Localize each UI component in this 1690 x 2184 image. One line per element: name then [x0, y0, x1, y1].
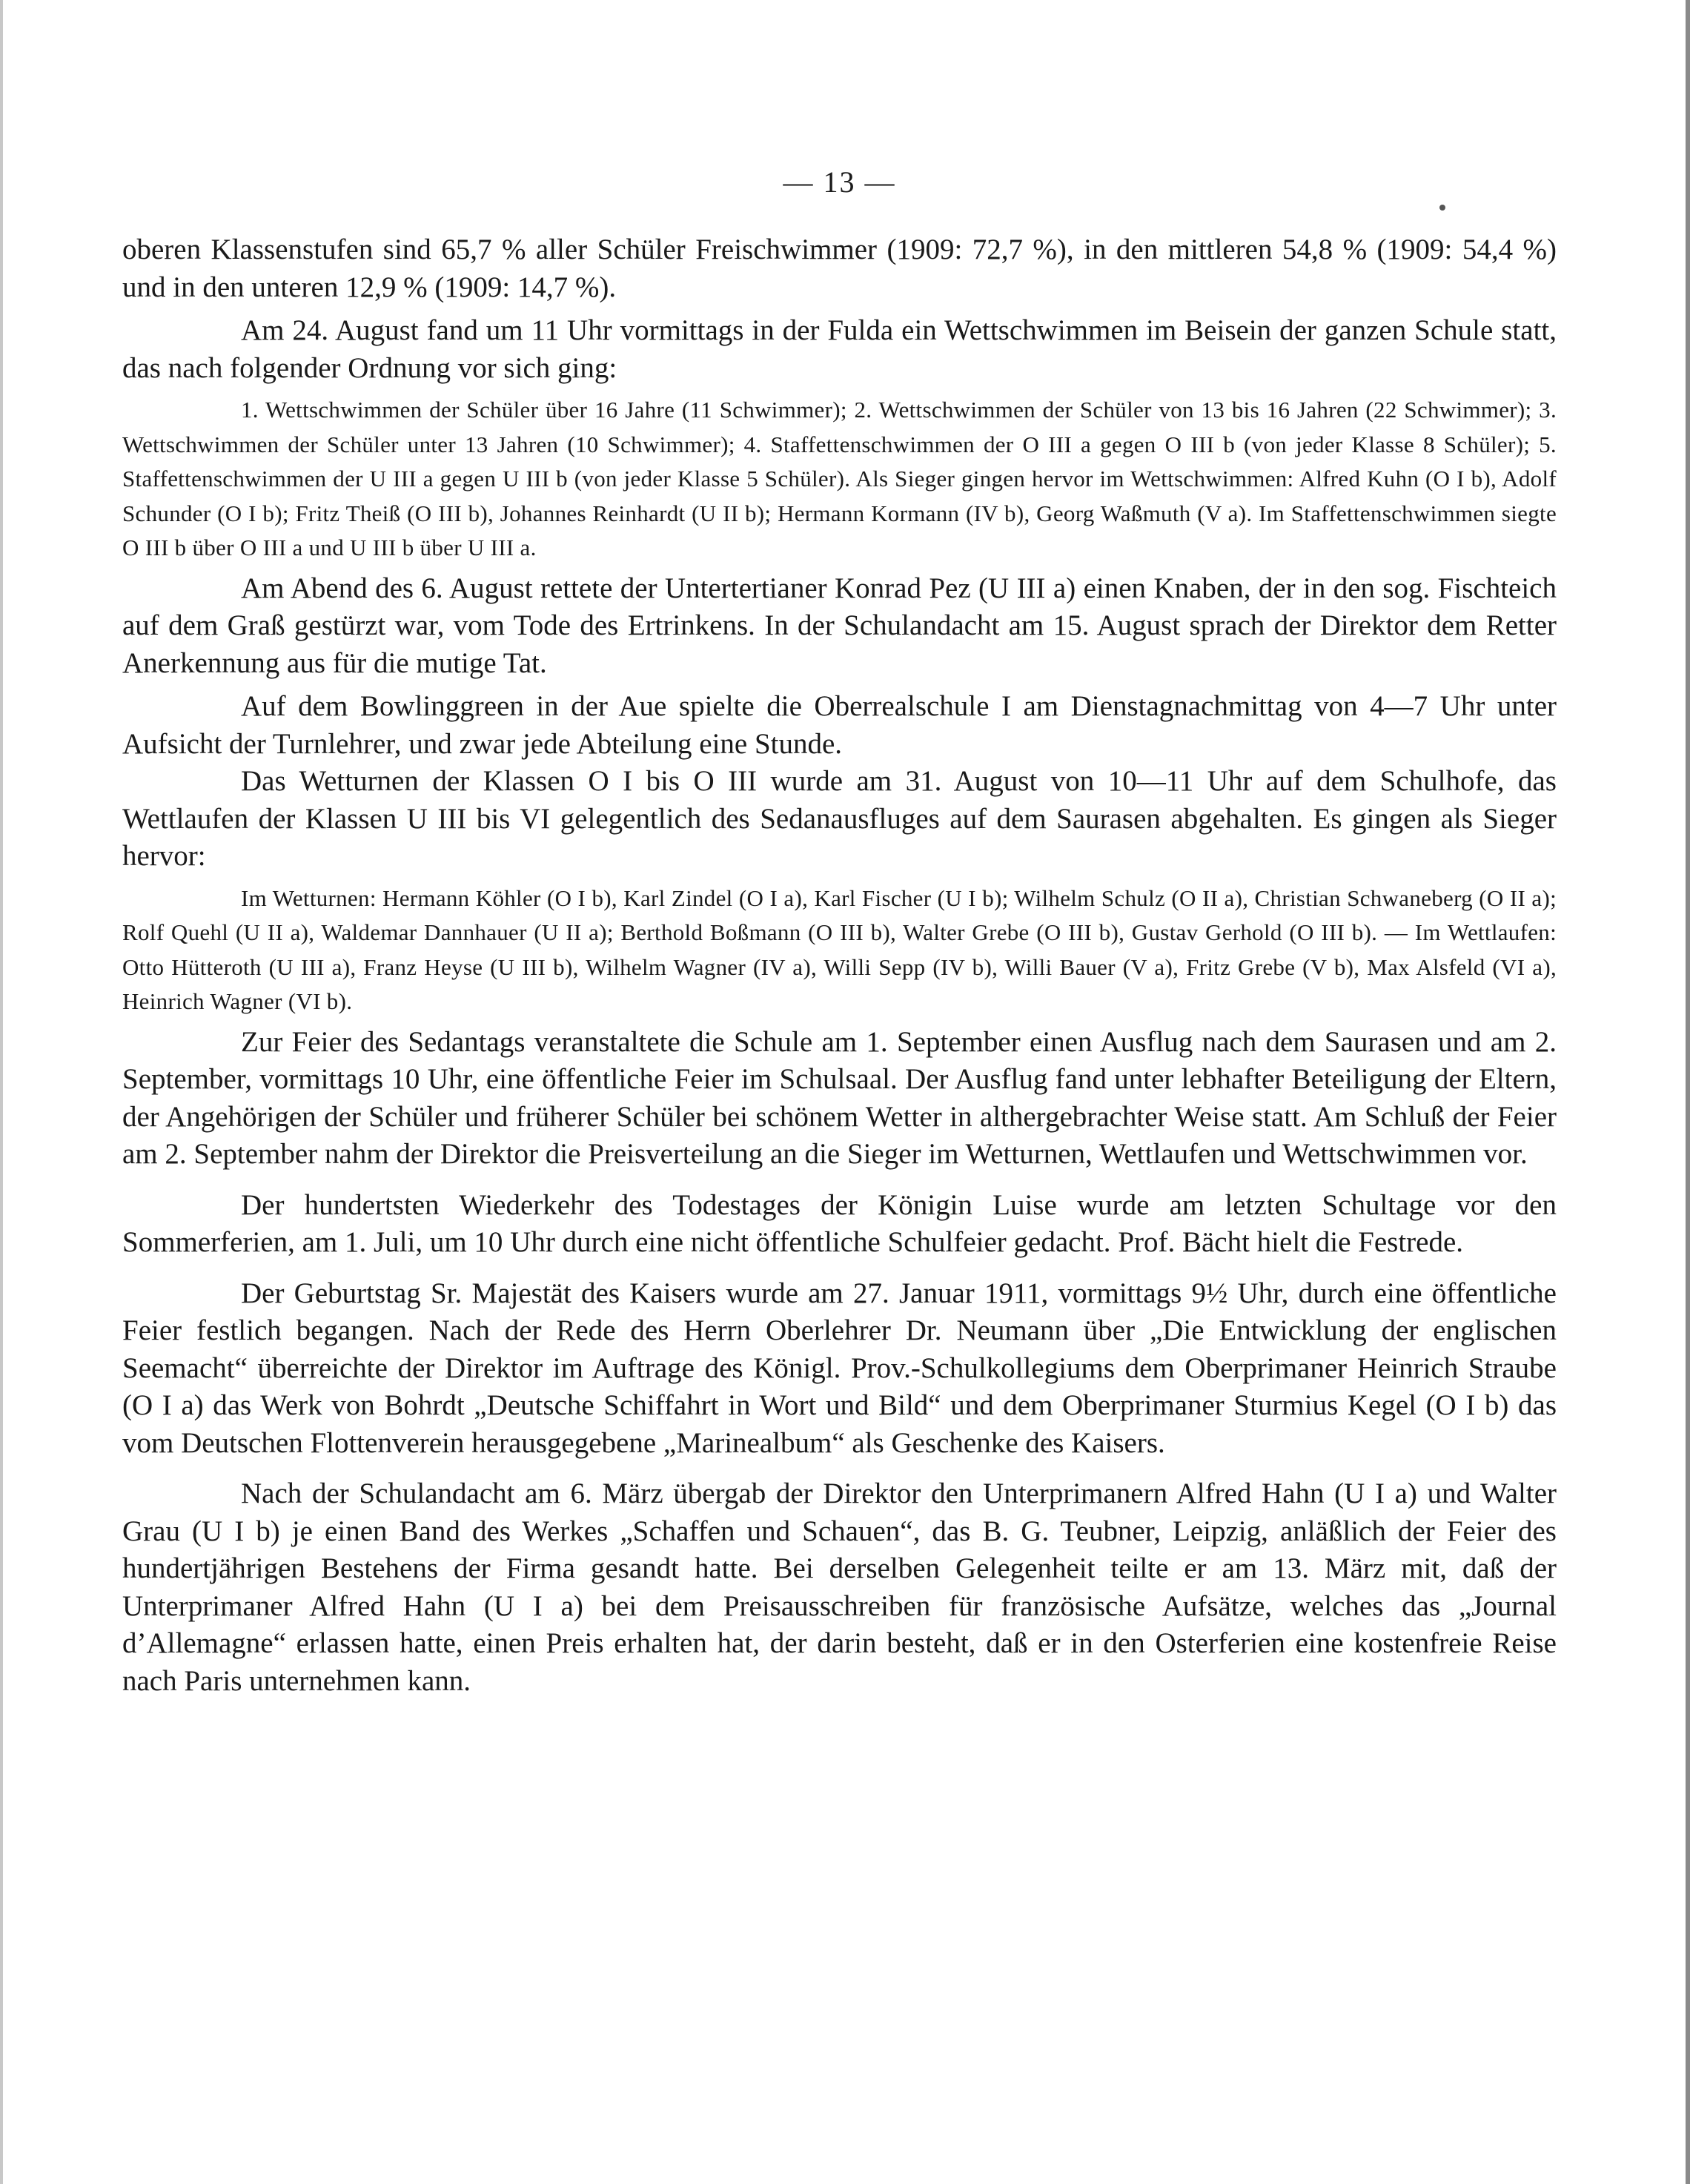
paragraph-kaiser-birthday: Der Geburtstag Sr. Majestät des Kaisers wurde am 27. Januar 1911, vormittags 9½ Uhr, durch eine öffentliche Feier festlich begangen. Nach der Rede des Herrn Oberlehrer Dr. Neumann über „Die Entwicklung der englischen Seemacht“ überreichte der Direktor im Auftrage des Königl. Prov.-Schulkollegiums dem Oberprimaner Heinrich Straube (O I a) das Werk von Bohrdt „Deutsche Schiffahrt in Wort und Bild“ und dem Oberprimaner Sturmius Kegel (O I b) das vom Deutschen Flottenverein herausgegebene „Marinealbum“ als Geschenke des Kaisers.: [122, 1277, 1557, 1459]
paragraph-sedan-day: Zur Feier des Sedantags veranstaltete die Schule am 1. September einen Ausflug nach dem Saurasen und am 2. September, vormittags 10 Uhr, eine öffentliche Feier im Schulsaal. Der Ausflug fand unter lebhafter Beteiligung der Eltern, der Angehörigen der Schüler und früherer Schüler bei schönem Wetter in althergebrachter Weise statt. Am Schluß der Feier am 2. September nahm der Direktor die Preisverteilung an die Sieger im Wetturnen, Wettlaufen und Wettschwimmen vor.: [122, 1025, 1557, 1170]
paragraph-bowlinggreen: Auf dem Bowlinggreen in der Aue spielte die Oberrealschule I am Dienstagnachmittag von 4—7 Uhr unter Aufsicht der Turnlehrer, und zwar jede Abteilung eine Stunde.: [122, 690, 1557, 760]
scan-left-edge: [0, 0, 3, 2184]
document-page: [122, 163, 1557, 1700]
scan-right-edge: [1686, 0, 1690, 2184]
paragraph-swimmer-stats: oberen Klassenstufen sind 65,7 % aller Schüler Freischwimmer (1909: 72,7 %), in den mittleren 54,8 % (1909: 54,4 %) und in den unteren 12,9 % (1909: 14,7 %).: [122, 234, 1557, 303]
paragraph-gymnastics-competition: Das Wetturnen der Klassen O I bis O III wurde am 31. August von 10—11 Uhr auf dem Schulhofe, das Wettlaufen der Klassen U III bis VI gelegentlich des Sedanausfluges auf dem Saurasen abgehalten. Es gingen als Sieger hervor:: [122, 765, 1557, 872]
paragraph-queen-luise: Der hundertsten Wiederkehr des Todestages der Königin Luise wurde am letzten Schultage vor den Sommerferien, am 1. Juli, um 10 Uhr durch eine nicht öffentliche Schulfeier gedacht. Prof. Bächt hielt die Festrede.: [122, 1188, 1557, 1258]
paragraph-book-prizes: Nach der Schulandacht am 6. März übergab der Direktor den Unterprimanern Alfred Hahn (U I a) und Walter Grau (U I b) je einen Band des Werkes „Schaffen und Schauen“, das B. G. Teubner, Leipzig, anläßlich der Feier des hundertjährigen Bestehens der Firma gesandt hatte. Bei derselben Gelegenheit teilte er am 13. März mit, daß der Unterprimaner Alfred Hahn (U I a) bei dem Preisausschreiben für französische Aufsätze, welches das „Journal d’Allemagne“ erlassen hatte, einen Preis erhalten hat, der darin besteht, daß er in den Osterferien eine kostenfreie Reise nach Paris unternehmen kann.: [122, 1477, 1557, 1697]
paragraph-gymnastics-winners: Im Wetturnen: Hermann Köhler (O I b), Karl Zindel (O I a), Karl Fischer (U I b); Wilhelm Schulz (O II a), Christian Schwaneberg (O II a); Rolf Quehl (U II a), Waldemar Dannhauer (U II a); Berthold Boßmann (O III b), Walter Grebe (O III b), Gustav Gerhold (O III b). — Im Wettlaufen: Otto Hütteroth (U III a), Franz Heyse (U III b), Wilhelm Wagner (IV a), Willi Sepp (IV b), Willi Bauer (V a), Fritz Grebe (V b), Max Alsfeld (VI a), Heinrich Wagner (VI b).: [122, 884, 1557, 1014]
paragraph-swim-results: 1. Wettschwimmen der Schüler über 16 Jahre (11 Schwimmer); 2. Wettschwimmen der Schüler von 13 bis 16 Jahren (22 Schwimmer); 3. Wettschwimmen der Schüler unter 13 Jahren (10 Schwimmer); 4. Staffettenschwimmen der O III a gegen O III b (von jeder Klasse 8 Schüler); 5. Staffettenschwimmen der U III a gegen U III b (von jeder Klasse 5 Schüler). Als Sieger gingen hervor im Wettschwimmen: Alfred Kuhn (O I b), Adolf Schunder (O I b); Fritz Theiß (O III b), Johannes Reinhardt (U II b); Hermann Kormann (IV b), Georg Waßmuth (V a). Im Staffettenschwimmen siegte O III b über O III a und U III b über U III a.: [122, 397, 1557, 560]
paragraph-swim-competition: Am 24. August fand um 11 Uhr vormittags in der Fulda ein Wettschwimmen im Beisein der ganzen Schule statt, das nach folgender Ordnung vor sich ging:: [122, 314, 1557, 384]
page-number: — 13 —: [783, 165, 896, 199]
paragraph-rescue: Am Abend des 6. August rettete der Untertertianer Konrad Pez (U III a) einen Knaben, der in den sog. Fischteich auf dem Graß gestürzt war, vom Tode des Ertrinkens. In der Schulandacht am 15. August sprach der Direktor dem Retter Anerkennung aus für die mutige Tat.: [122, 572, 1557, 679]
